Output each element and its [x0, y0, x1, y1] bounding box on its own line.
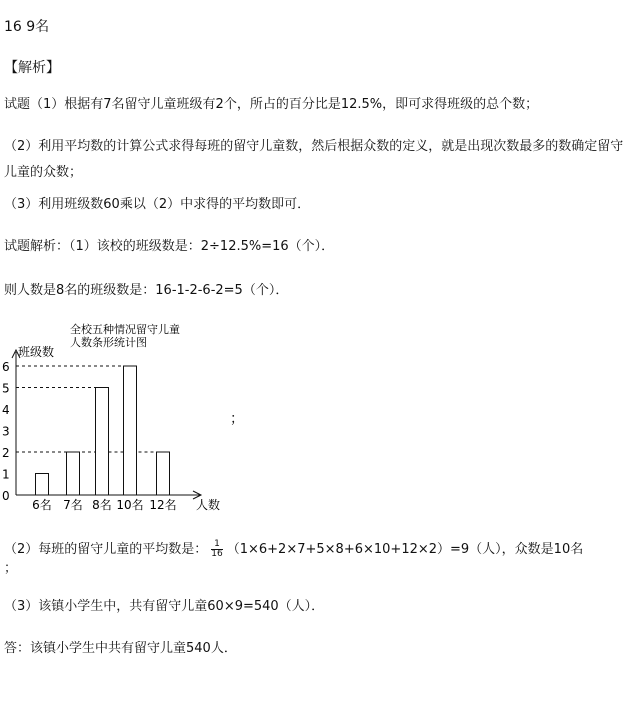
category-labels [32, 498, 176, 512]
y-tick-label: 0 [2, 489, 10, 503]
solution-part-1: 试题解析：（1）该校的班级数是：2÷12.5%=16（个）． [4, 239, 335, 254]
fraction-denominator: 16 [211, 549, 223, 559]
bar [157, 452, 170, 495]
y-tick-label: 6 [2, 360, 10, 374]
chart-title-line-1: 全校五种情况留守儿童 [70, 323, 180, 336]
solution-part-1b: 则人数是8名的班级数是：16-1-2-6-2=5（个）． [4, 283, 289, 298]
bar [67, 452, 80, 495]
fraction-numerator: 1 [211, 540, 222, 550]
chart-title [70, 322, 180, 349]
category-label: 7名 [63, 498, 83, 512]
category-label: 6名 [32, 498, 52, 512]
solution-part-3: （3）该镇小学生中，共有留守儿童60×9=540（人）． [4, 599, 325, 614]
analysis-step-1: 试题（1）根据有7名留守儿童班级有2个，所占的百分比是12.5%，即可求得班级的总个数； [4, 97, 539, 112]
y-tick-label: 2 [2, 446, 10, 460]
bar [36, 474, 49, 496]
final-answer: 答：该镇小学生中共有留守儿童540人． [4, 641, 237, 656]
fraction-one-sixteenth [211, 540, 222, 559]
part-2-end: ； [4, 561, 18, 576]
category-label: 12名 [149, 498, 177, 512]
x-axis-label: 人数 [196, 498, 221, 512]
bars [36, 366, 170, 495]
chart-semicolon: ； [230, 411, 244, 427]
category-label: 8名 [92, 498, 112, 512]
analysis-step-2: （2）利用平均数的计算公式求得每班的留守儿童数，然后根据众数的定义，就是出现次数最多的数确定留守儿童的众数； [4, 139, 624, 180]
bar [124, 366, 137, 495]
analysis-heading: 【解析】 [4, 60, 60, 76]
part-2-prefix: （2）每班的留守儿童的平均数是： [4, 542, 208, 557]
category-label: 10名 [116, 498, 144, 512]
y-tick-label: 4 [2, 403, 10, 417]
bar [96, 388, 109, 496]
y-tick-label: 5 [2, 381, 10, 396]
analysis-step-3: （3）利用班级数60乘以（2）中求得的平均数即可． [4, 197, 311, 212]
y-tick-label: 1 [2, 467, 10, 482]
part-2-suffix: （1×6+2×7+5×8+6×10+12×2）=9（人），众数是10名 [226, 542, 584, 557]
y-tick-label: 3 [2, 424, 10, 439]
solution-part-2 [4, 540, 583, 559]
y-axis-label: 班级数 [18, 345, 55, 359]
y-ticks [2, 360, 10, 503]
chart-title-line-2: 人数条形统计图 [70, 336, 147, 349]
answer-header: 16 9名 [4, 19, 50, 35]
bar-chart [0, 320, 250, 520]
